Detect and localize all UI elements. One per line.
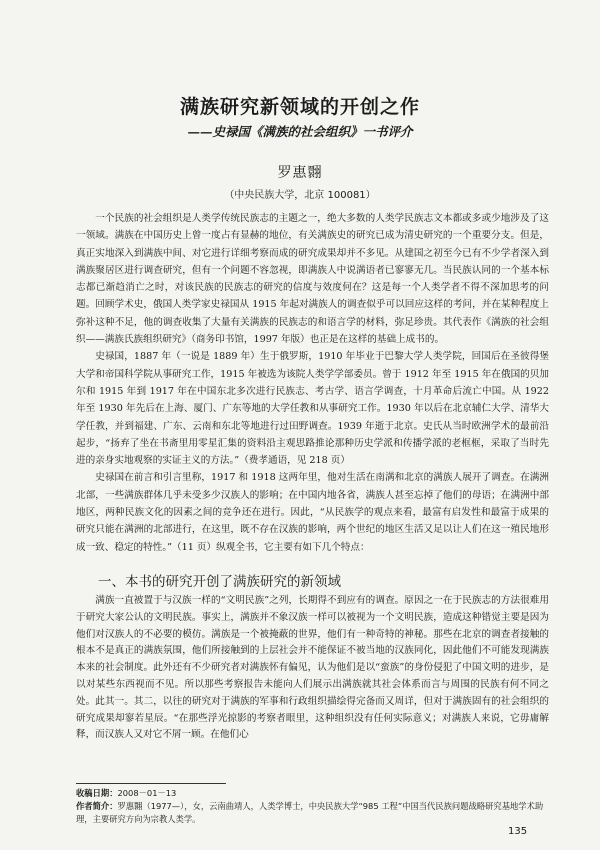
section-heading: 一、本书的研究开创了满族研究的新领域	[98, 574, 341, 590]
author-affiliation: （中央民族大学，北京 100081）	[224, 190, 376, 201]
paragraph: 史禄国在前言和引言里称，1917 和 1918 这两年里，他对生活在南满和北京的满族人展开了调查。在满洲北部，一些满族群体几乎未受多少汉族人的影响；在中国内地各省，满族人甚至忘掉了他们的母语；在满洲中部地区，两种民族文化的因素之间的竞争还在进行。因此，“从民族学的观点来看，最富有启发性和最富于成果的研究只能在满洲的北部进行，在这里，既不存在汉族的影响，两个世纪的地区生活又足以让人们在这一殖民地形成一致、稳定的特性。”（11 页）纵观全书，它主要有如下几个特点：	[76, 472, 549, 553]
author-name: 罗惠翾	[277, 165, 323, 181]
section-body	[76, 593, 549, 744]
footnote	[76, 787, 549, 826]
article-title: 满族研究新领域的开创之作	[179, 96, 420, 118]
article-subtitle: ——史禄国《满族的社会组织》一书评介	[187, 124, 413, 139]
received-value: 2008－01－13	[117, 788, 177, 798]
paragraph: 史禄国，1887 年（一说是 1889 年）生于俄罗斯，1910 年毕业于巴黎大学人类学院，回国后在圣彼得堡大学和帝国科学院从事研究工作，1915 年被选为该院人类学学部委员。曾于 1912 年至 1915 年在俄国的贝加尔和 1915 年到 1917 年在中国东北多次进行民族志、考古学、语言学调查，十月革命后流亡中国。从 1922 年至 1930 年先后在上海、厦门、广东等地的大学任教和从事研究工作。1930 年以后在北京辅仁大学、清华大学任教，并到福建、广东、云南和东北等地进行过田野调查。1939 年逝于北京。史氏从当时欧洲学术的最前沿起步，“扬弃了坐在书斋里用零星汇集的资料沿主观思路推论那种历史学派和传播学派的老框框，采取了当时先进的亲身实地观察的实证主义的方法。”（费孝通语，见 218 页）	[76, 351, 549, 467]
footnote-divider	[76, 783, 226, 784]
footnote-received	[76, 787, 549, 800]
author-bio-value: 罗惠翾（1977—），女，云南曲靖人，人类学博士，中央民族大学“985 工程”中国当代民族问题战略研究基地学术助理，主要研究方向为宗教人类学。	[76, 801, 544, 824]
paragraph: 满族一直被置于与汉族一样的“文明民族”之列，长期得不到应有的调查。原因之一在于民族志的方法很难用于研究大家公认的文明民族。事实上，满族并不象汉族一样可以被视为一个文明民族，造成这种错觉主要是因为他们对汉族人的不必要的模仿。满族是一个被掩蔽的世界，他们有一种奇特的神秘。那些在北京的调查者接触的根本不是真正的满族氛围，他们所接触到的上层社会并不能保证不被当地的汉族同化，因此他们不可能发现满族本来的社会制度。此外还有不少研究者对满族怀有偏见，认为他们是以“蛮族”的身份侵犯了中国文明的进步，是以对某些东西视而不见。所以那些考察报告未能向人们展示出满族就其社会体系而言与周围的民族有何不同之处。此其一。其二，以往的研究对于满族的军事和行政组织描绘得完备而又周详，但对于满族固有的社会组织的研究成果却寥若星辰。“在那些浮光掠影的考察者眼里，这种组织没有任何实际意义；对满族人来说，它毋庸解释，而汉族人又对它不屑一顾。在他们心	[76, 595, 549, 741]
paragraph: 一个民族的社会组织是人类学传统民族志的主题之一，绝大多数的人类学民族志文本都或多或少地涉及了这一领域。满族在中国历史上曾一度占有显赫的地位，有关满族史的研究已成为清史研究的一个重要分支。但是，真正实地深入到满族中间、对它进行详细考察而成的研究成果却并不多见。从建国之初至今已有不少学者深入到满族聚居区进行调查研究，但有一个问题不容忽视，即满族人中说满语者已寥寥无几。当民族认同的一个基本标志都已渐趋消亡之时，对该民族的民族志的研究的信度与效度何在？这是每一个人类学者不得不深加思考的问题。回顾学术史，俄国人类学家史禄国从 1915 年起对满族人的调查似乎可以回应这样的考问，并在某种程度上弥补这种不足，他的调查收集了大量有关满族的民族志的和语言学的材料，弥足珍贵。其代表作《满族的社会组织——满族氏族组织研究》（商务印书馆，1997 年版）也正是在这样的基础上成书的。	[76, 213, 549, 346]
footnote-author	[76, 800, 549, 826]
page-number: 135	[508, 826, 528, 837]
received-label: 收稿日期：	[76, 788, 118, 798]
author-bio-label: 作者简介：	[76, 801, 118, 811]
intro-body	[76, 210, 549, 556]
